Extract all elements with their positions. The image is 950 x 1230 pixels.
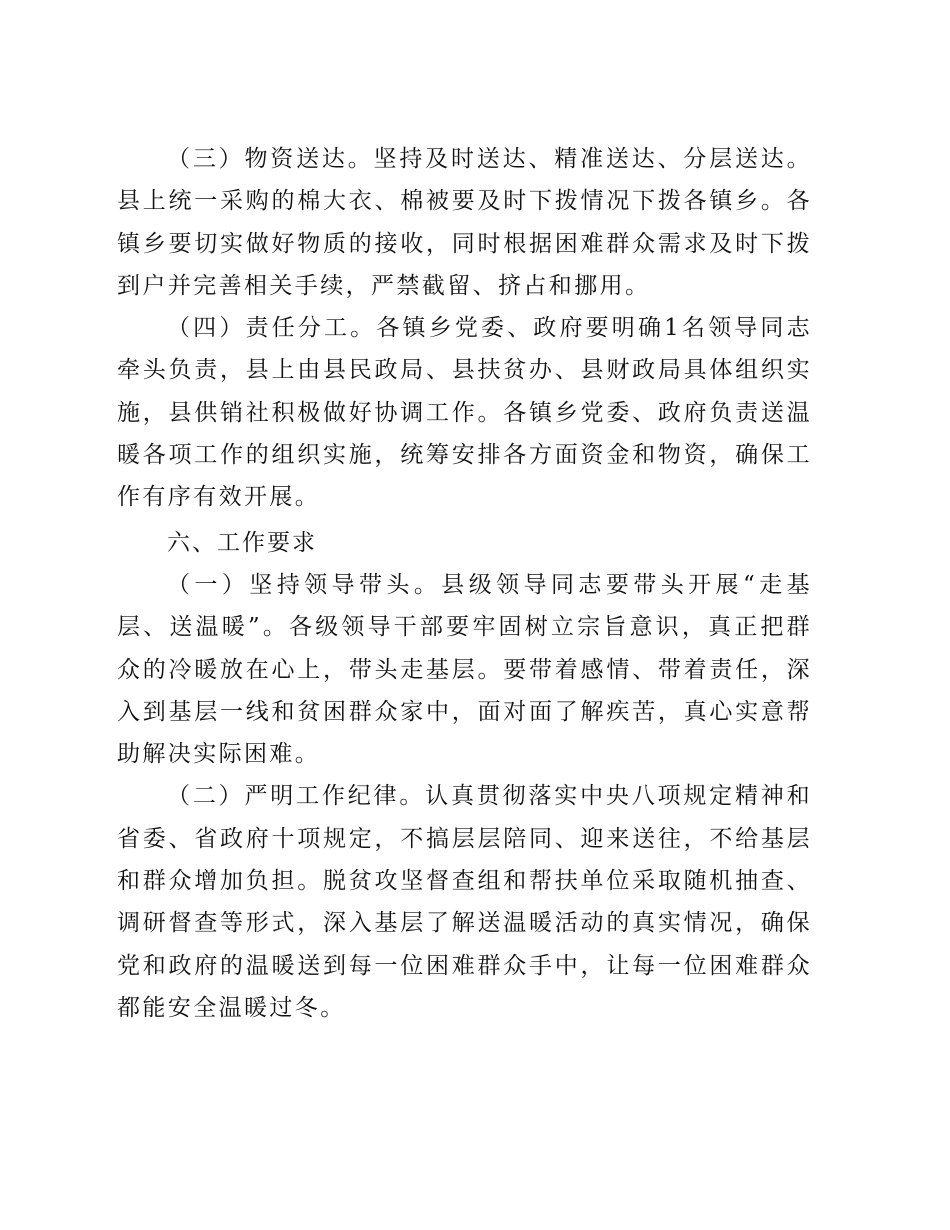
section-heading-work-requirements: 六、工作要求 — [167, 529, 317, 556]
document-body — [117, 138, 812, 1029]
paragraph-material-delivery: （三）物资送达。坚持及时送达、精准送达、分层送达。县上统一采购的棉大衣、棉被要及时下拨情况下拨各镇乡。各镇乡要切实做好物质的接收，同时根据困难群众需求及时下拨到户并完善相关手续，严禁截留、挤占和挪用。 — [117, 146, 812, 299]
paragraph-leadership: （一）坚持领导带头。县级领导同志要带头开展“走基层、送温暖”。各级领导干部要牢固树立宗旨意识，真正把群众的冷暖放在心上，带头走基层。要带着感情、带着责任，深入到基层一线和贫困群众家中，面对面了解疾苦，真心实意帮助解决实际困难。 — [117, 571, 812, 768]
paragraph-responsibility-division: （四）责任分工。各镇乡党委、政府要明确1名领导同志牵头负责，县上由县民政局、县扶贫办、县财政局具体组织实施，县供销社积极做好协调工作。各镇乡党委、政府负责送温暖各项工作的组织实施，统筹安排各方面资金和物资，确保工作有序有效开展。 — [117, 315, 812, 511]
paragraph-work-discipline: （二）严明工作纪律。认真贯彻落实中央八项规定精神和省委、省政府十项规定，不搞层层陪同、迎来送往，不给基层和群众增加负担。脱贫攻坚督查组和帮扶单位采取随机抽查、调研督查等形式，深入基层了解送温暖活动的真实情况，确保党和政府的温暖送到每一位困难群众手中，让每一位困难群众都能安全温暖过冬。 — [117, 783, 812, 1021]
